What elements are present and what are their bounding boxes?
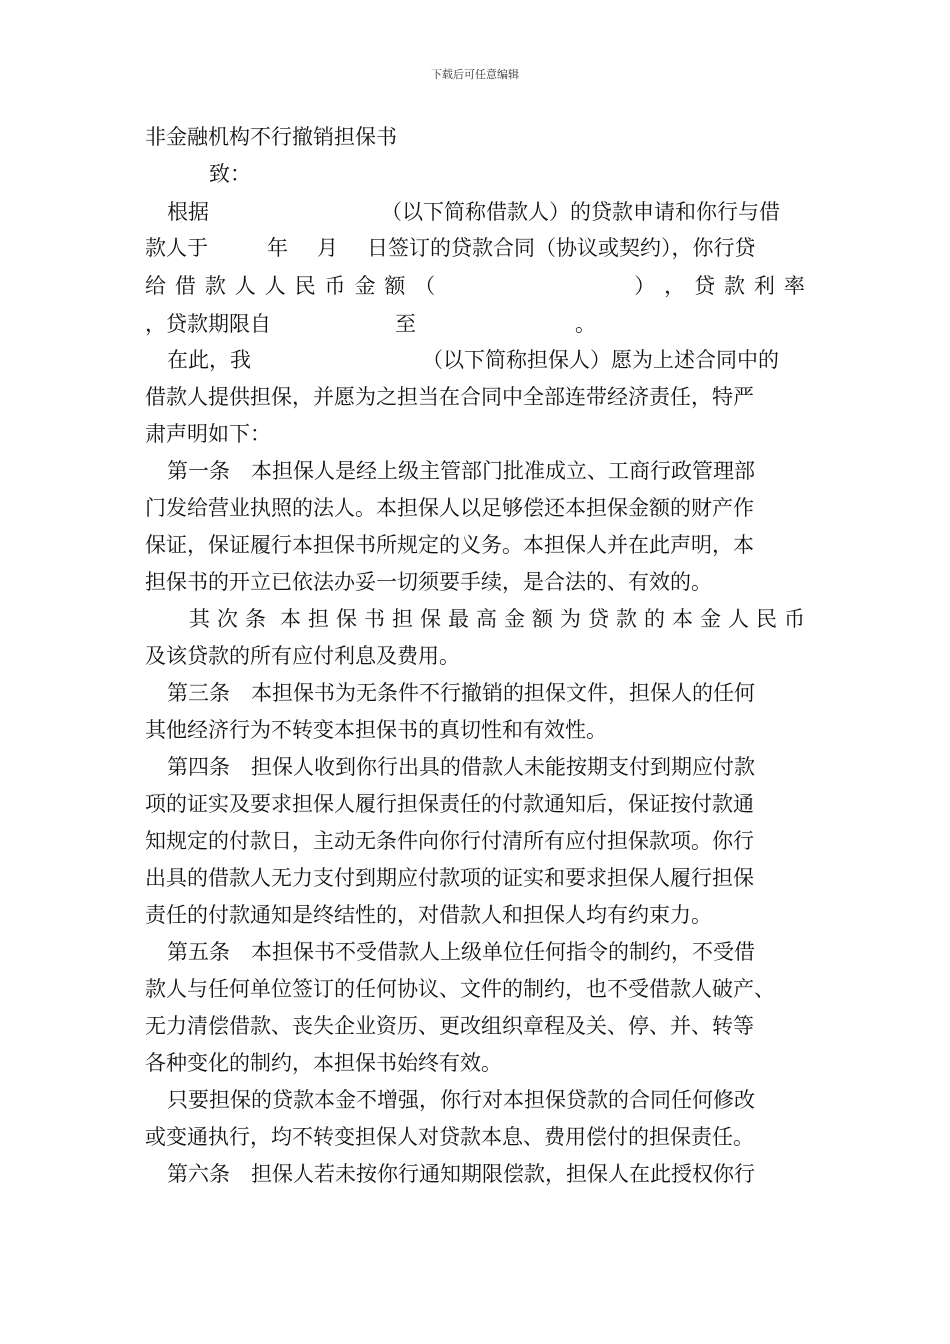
p2-text: 肃声明如下： <box>145 422 271 446</box>
p3-text: 只要担保的贷款本金不增强，你行对本担保贷款的合同任何修改 <box>167 1088 755 1112</box>
p2-text: 借款人提供担保，并愿为之担当在合同中全部连带经济责任，特严 <box>145 385 754 409</box>
p1-text: （以下简称借款人）的贷款申请和你行与借 <box>381 200 780 224</box>
article-4: 项的证实及要求担保人履行担保责任的付款通知后，保证按付款通 <box>145 792 754 816</box>
article-5: 各种变化的制约，本担保书始终有效。 <box>145 1051 502 1075</box>
p2-text: （以下简称担保人）愿为上述合同中的 <box>422 348 779 372</box>
p2-text: 在此，我 <box>167 348 251 372</box>
p1-text: 款人于 <box>145 236 208 260</box>
article-4: 责任的付款通知是终结性的，对借款人和担保人均有约束力。 <box>145 903 712 927</box>
salutation: 致： <box>209 162 251 186</box>
p1-text: 。 <box>575 312 596 336</box>
article-5: 第五条 本担保书不受借款人上级单位任何指令的制约，不受借 <box>167 940 755 964</box>
p3-text: 或变通执行，均不转变担保人对贷款本息、费用偿付的担保责任。 <box>145 1125 754 1149</box>
p1-text: 月 <box>317 236 338 260</box>
document-title: 非金融机构不行撤销担保书 <box>145 125 397 149</box>
article-2-justified-line: 其 次 条 本 担 保 书 担 保 最 高 金 额 为 贷 款 的 本 金 人 民 币 <box>189 607 805 631</box>
p1-text: 根据 <box>167 200 209 224</box>
article-3: 第三条 本担保书为无条件不行撤销的担保文件，担保人的任何 <box>167 681 755 705</box>
article-5: 款人与任何单位签订的任何协议、文件的制约，也不受借款人破产、 <box>145 977 775 1001</box>
article-1: 保证，保证履行本担保书所规定的义务。本担保人并在此声明，本 <box>145 533 754 557</box>
article-5: 无力清偿借款、丧失企业资历、更改组织章程及关、停、并、转等 <box>145 1014 754 1038</box>
article-2: 及该贷款的所有应付利息及费用。 <box>145 644 460 668</box>
article-1: 门发给营业执照的法人。本担保人以足够偿还本担保金额的财产作 <box>145 496 754 520</box>
article-4: 知规定的付款日，主动无条件向你行付清所有应付担保款项。你行 <box>145 829 754 853</box>
article-1: 担保书的开立已依法办妥一切须要手续，是合法的、有效的。 <box>145 570 712 594</box>
p1-justified-line: 给 借 款 人 人 民 币 金 额 （ ） ， 贷 款 利 率 <box>145 274 805 298</box>
article-6: 第六条 担保人若未按你行通知期限偿款，担保人在此授权你行 <box>167 1162 755 1186</box>
article-1: 第一条 本担保人是经上级主管部门批准成立、工商行政管理部 <box>167 459 755 483</box>
p1-text: 日签订的贷款合同（协议或契约），你行贷 <box>367 236 756 260</box>
page-header: 下载后可任意编辑 <box>431 68 519 81</box>
article-4: 出具的借款人无力支付到期应付款项的证实和要求担保人履行担保 <box>145 866 754 890</box>
p1-text: 年 <box>267 236 288 260</box>
article-4: 第四条 担保人收到你行出具的借款人未能按期支付到期应付款 <box>167 755 755 779</box>
p1-text: ，贷款期限自 <box>145 312 271 336</box>
p1-text: 至 <box>395 312 416 336</box>
article-3: 其他经济行为不转变本担保书的真切性和有效性。 <box>145 718 607 742</box>
